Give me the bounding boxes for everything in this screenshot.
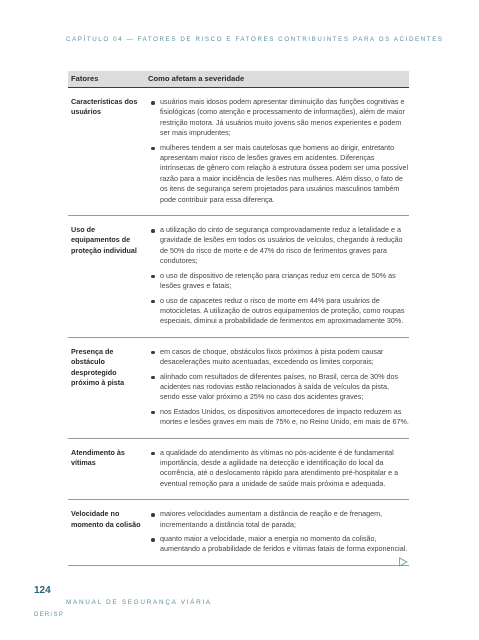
chapter-header: CAPÍTULO 04 — FATORES DE RISCO E FATORES CONTRIBUINTES PARA OS ACIDENTES <box>66 36 444 43</box>
column-header-severity: Como afetam a severidade <box>148 73 245 83</box>
factor-label: Características dos usuários <box>71 97 138 117</box>
column-header-factors: Fatores <box>71 73 99 83</box>
severity-list <box>148 509 409 559</box>
list-item: maiores velocidades aumentam a distância de reação e de frenagem, incrementando a distância total de parada; <box>148 509 409 530</box>
severity-factors-table <box>68 71 409 566</box>
list-item: o uso de capacetes reduz o risco de morte em 44% para usuários de motocicletas. A utilização de outros equipamentos de proteção, como roupas especiais, diminui a probabilidade de ferimentos em aproximadamente 30%. <box>148 296 409 327</box>
list-item: a utilização do cinto de segurança comprovadamente reduz a letalidade e a gravidade de lesões em todos os usuários de veículos, chegando à redução de 50% do risco de morte e de 47% do risco de ferimentos graves para condutores; <box>148 225 409 267</box>
list-item: o uso de dispositivo de retenção para crianças reduz em cerca de 50% as lesões graves e fatais; <box>148 271 409 292</box>
list-item: alinhado com resultados de diferentes países, no Brasil, cerca de 30% dos acidentes nas rodovias estão relacionados à saída de veículos da pista, sendo esse valor próximo a 25% no caso dos acidentes graves; <box>148 372 409 403</box>
severity-list <box>148 448 409 494</box>
factor-label: Uso de equipamentos de proteção individual <box>71 225 137 255</box>
table-row <box>68 500 409 566</box>
manual-title: MANUAL DE SEGURANÇA VIÁRIA <box>66 599 212 606</box>
table-row <box>68 216 409 338</box>
list-item: usuários mais idosos podem apresentar diminuição das funções cognitivas e fisiológicas (como atenção e processamento de informações), além de maior restrição motora. Já usuários muito jovens são menos experientes e podem ser mais imprudentes; <box>148 97 409 139</box>
list-item: quanto maior a velocidade, maior a energia no momento da colisão, aumentando a probabilidade de feridos e vítimas fatais de forma exponencial. <box>148 534 409 555</box>
table-row <box>68 338 409 439</box>
severity-list <box>148 97 409 209</box>
factor-label: Velocidade no momento da colisão <box>71 509 141 529</box>
list-item: nos Estados Unidos, os dispositivos amortecedores de impacto reduzem as mortes e lesões graves em mais de 75% e, no Reino Unido, em mais de 67%. <box>148 407 409 428</box>
table-row <box>68 439 409 501</box>
page-number: 124 <box>34 585 51 596</box>
factor-label: Atendimento às vítimas <box>71 447 125 467</box>
severity-list <box>148 225 409 331</box>
table-header <box>68 71 409 88</box>
play-triangle-outline-icon[interactable] <box>398 557 408 567</box>
severity-list <box>148 347 409 432</box>
list-item: em casos de choque, obstáculos fixos próximos à pista podem causar desacelerações muito acentuadas, excedendo os limites corporais; <box>148 347 409 368</box>
list-item: mulheres tendem a ser mais cautelosas que homens ao dirigir, entretanto apresentam maior risco de lesões graves em acidentes. Diferenças intrínsecas de gênero com relação à estrutura óssea podem ser uma possível razão para a maior incidência de lesões nas mulheres. Além disso, o fato de os itens de segurança serem projetados para usuários masculinos também pode contribuir para essa diferença. <box>148 143 409 205</box>
factor-label: Presença de obstáculo desprotegido próximo à pista <box>71 346 125 387</box>
list-item: a qualidade do atendimento às vítimas no pós-acidente é de fundamental importância, desde a agilidade na detecção e identificação do local da ocorrência, até o deslocamento rápido para atendimento pré-hospitalar e a eventual remoção para a unidade de saúde mais próxima e adequada. <box>148 448 409 490</box>
table-row <box>68 88 409 216</box>
agency-label: DER/SP <box>34 612 65 618</box>
